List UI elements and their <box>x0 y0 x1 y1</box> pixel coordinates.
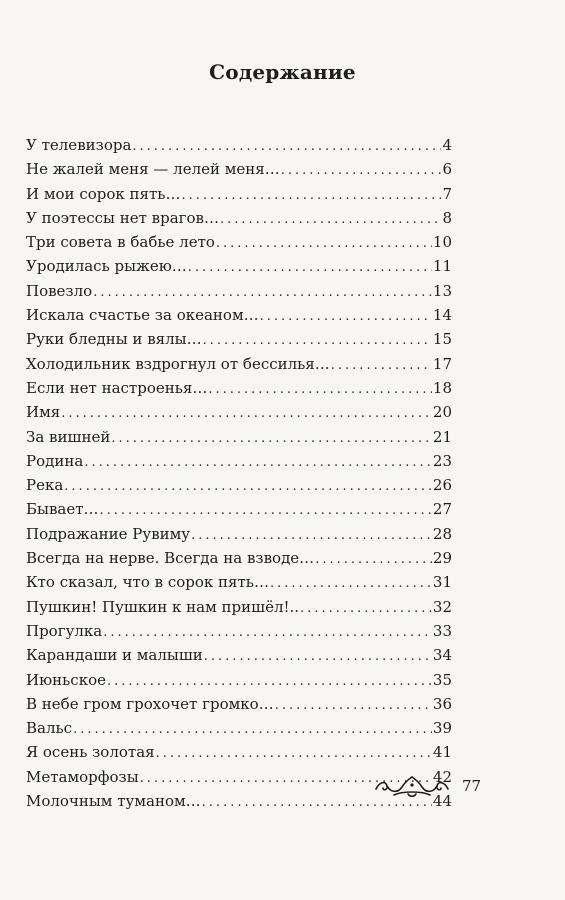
toc-entry-title: Карандаши и малыши <box>26 646 203 665</box>
dot-leader <box>281 163 441 178</box>
toc-entry-page: 8 <box>442 208 452 227</box>
toc-entry-page: 28 <box>432 524 452 543</box>
toc-entry-page: 44 <box>432 792 452 811</box>
toc-entry-title: Если нет настроенья… <box>26 378 208 397</box>
toc-entry-page: 6 <box>442 160 452 179</box>
dot-leader <box>300 601 432 616</box>
toc-entry <box>26 330 452 354</box>
dot-leader <box>103 625 432 640</box>
toc-entry-title: Родина <box>26 451 84 470</box>
toc-entry-page: 18 <box>432 378 452 397</box>
page-number: 77 <box>462 777 482 795</box>
toc-entry-title: Холодильник вздрогнул от бессилья… <box>26 354 330 373</box>
toc-entry-title: Молочным туманом… <box>26 792 201 811</box>
toc-entry-page: 14 <box>432 306 452 325</box>
toc-entry-title: У телевизора <box>26 136 132 154</box>
toc-entry <box>26 136 452 160</box>
dot-leader <box>260 309 432 324</box>
toc-entry-title: Пушкин! Пушкин к нам пришёл!.. <box>26 597 300 616</box>
toc-entry-title: Имя <box>26 403 61 422</box>
dot-leader <box>93 285 432 300</box>
toc-entry-title: Подражание Рувиму <box>26 524 191 543</box>
toc-entry <box>26 282 452 306</box>
toc-entry-title: Три совета в бабье лето <box>26 233 215 252</box>
dot-leader <box>275 698 432 713</box>
toc-entry-title: Река <box>26 476 64 495</box>
dot-leader <box>107 674 432 689</box>
toc-entry-page: 35 <box>432 670 452 689</box>
toc-entry-page: 7 <box>442 184 452 203</box>
toc-entry-page: 39 <box>432 719 452 738</box>
dot-leader <box>64 479 432 494</box>
toc-entry-page: 21 <box>432 427 452 446</box>
dot-leader <box>208 382 432 397</box>
toc-entry <box>26 355 452 379</box>
toc-entry-page: 11 <box>432 257 452 276</box>
toc-entry-title: И мои сорок пять… <box>26 184 181 203</box>
scroll-ornament-icon <box>374 773 450 799</box>
dot-leader <box>216 236 432 251</box>
toc-entry <box>26 622 452 646</box>
toc-entry <box>26 452 452 476</box>
toc-entry-page: 32 <box>432 597 452 616</box>
toc-entry <box>26 549 452 573</box>
toc-entry <box>26 257 452 281</box>
toc-entry-page: 4 <box>442 136 452 154</box>
toc-entry-title: Я осень золотая <box>26 743 155 762</box>
toc-entry <box>26 500 452 524</box>
toc-entry <box>26 306 452 330</box>
dot-leader <box>191 528 432 543</box>
toc-entry-title: Бывает… <box>26 500 99 519</box>
toc-entry-title: За вишней <box>26 427 111 446</box>
toc-entry <box>26 403 452 427</box>
dot-leader <box>156 746 432 761</box>
toc-entry <box>26 573 452 597</box>
toc-entry-title: Метаморфозы <box>26 767 139 786</box>
toc-entry-page: 17 <box>432 354 452 373</box>
dot-leader <box>61 406 432 421</box>
dot-leader <box>132 139 441 154</box>
toc-entry-title: Кто сказал, что в сорок пять… <box>26 573 269 592</box>
toc-entry <box>26 598 452 622</box>
toc-entry-page: 36 <box>432 694 452 713</box>
toc-entry-title: Вальс <box>26 719 73 738</box>
toc-entry-page: 33 <box>432 621 452 640</box>
dot-leader <box>331 358 432 373</box>
toc-entry <box>26 379 452 403</box>
toc-entry-title: В небе гром грохочет громко… <box>26 694 274 713</box>
toc-entry-title: Руки бледны и вялы… <box>26 330 202 349</box>
toc-entry-page: 34 <box>432 646 452 665</box>
dot-leader <box>203 333 432 348</box>
toc-entry-title: Июньское <box>26 670 106 689</box>
dot-leader <box>100 503 432 518</box>
page-title: Содержание <box>209 60 356 84</box>
toc-entry-page: 15 <box>432 330 452 349</box>
toc-entry-title: Уродилась рыжею… <box>26 257 187 276</box>
toc-entry <box>26 209 452 233</box>
toc-entry-page: 41 <box>432 743 452 762</box>
dot-leader <box>220 212 441 227</box>
dot-leader <box>84 455 432 470</box>
toc-entry <box>26 476 452 500</box>
toc-entry-page: 20 <box>432 403 452 422</box>
toc-entry-title: Повезло <box>26 281 93 300</box>
toc-entry <box>26 428 452 452</box>
toc-entry-page: 31 <box>432 573 452 592</box>
dot-leader <box>181 188 441 203</box>
toc-entry-page: 26 <box>432 476 452 495</box>
toc-entry-page: 13 <box>432 281 452 300</box>
toc-entry-title: Не жалей меня — лелей меня… <box>26 160 280 179</box>
table-of-contents <box>26 136 452 816</box>
toc-entry-title: Всегда на нерве. Всегда на взводе… <box>26 549 315 568</box>
dot-leader <box>270 576 432 591</box>
toc-entry <box>26 525 452 549</box>
dot-leader <box>73 722 432 737</box>
toc-entry <box>26 646 452 670</box>
toc-entry-page: 27 <box>432 500 452 519</box>
toc-entry-page: 42 <box>432 767 452 786</box>
toc-entry-page: 10 <box>432 233 452 252</box>
toc-entry-title: Прогулка <box>26 621 103 640</box>
toc-entry-page: 29 <box>432 549 452 568</box>
dot-leader <box>188 260 432 275</box>
page-footer <box>374 773 481 799</box>
dot-leader <box>315 552 432 567</box>
toc-entry <box>26 695 452 719</box>
dot-leader <box>111 431 432 446</box>
toc-entry-title: Искала счастье за океаном… <box>26 306 259 325</box>
toc-entry <box>26 743 452 767</box>
toc-entry-page: 23 <box>432 451 452 470</box>
toc-entry-title: У поэтессы нет врагов… <box>26 208 219 227</box>
toc-entry <box>26 719 452 743</box>
dot-leader <box>204 649 432 664</box>
toc-entry <box>26 671 452 695</box>
toc-entry <box>26 233 452 257</box>
toc-entry <box>26 160 452 184</box>
toc-entry <box>26 185 452 209</box>
